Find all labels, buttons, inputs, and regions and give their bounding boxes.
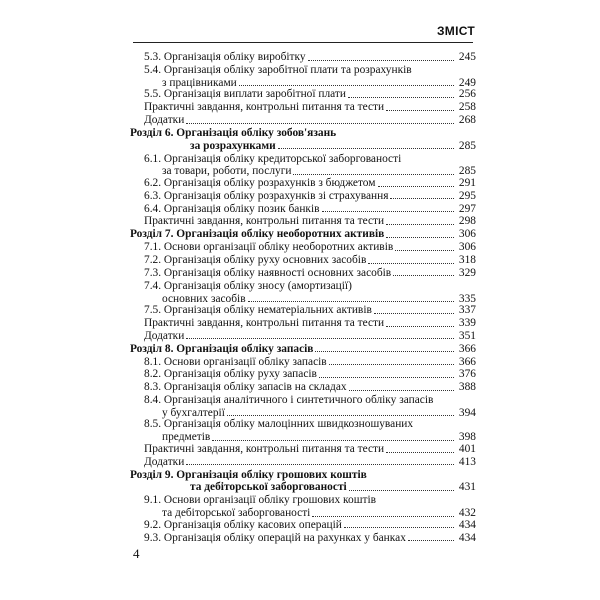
dot-leader [348,96,454,98]
toc-entry [130,382,476,394]
toc-entry [130,268,476,280]
toc-entry [130,395,476,407]
toc-entry-title: основних засобів [162,292,246,305]
toc-entry [130,520,476,532]
toc-entry-page: 285 [458,139,476,152]
toc-entry-title: 7.5. Організація обліку нематеріальних активів [144,304,372,317]
toc-entry-title: з працівниками [162,76,237,89]
toc-entry [130,65,476,77]
toc-entry-title: Розділ 6. Організація обліку зобов'язань [130,126,337,139]
toc-entry-page: 295 [458,189,476,202]
toc-entry-page: 297 [458,202,476,215]
toc-entry [130,229,476,241]
dot-leader [319,376,454,378]
dot-leader [393,274,454,276]
toc-entry-title: за розрахунками [190,139,276,152]
toc-entry-page: 335 [458,292,476,305]
toc-entry [130,495,476,507]
dot-leader [344,526,454,528]
toc-entry [130,102,476,114]
toc-entry-page: 366 [458,355,476,368]
toc-entry-page: 431 [458,481,476,494]
dot-leader [315,350,454,352]
toc-entry [130,533,476,545]
toc-entry [130,154,476,166]
dot-leader [390,197,454,199]
toc-entry-title: 8.5. Організація обліку малоцінних швидкозношуваних [144,418,414,431]
dot-leader [186,463,454,465]
toc-entry [130,305,476,317]
toc-entry [130,357,476,369]
toc-entry-page: 398 [458,431,476,444]
dot-leader [329,363,454,365]
dot-leader [248,300,454,302]
toc-entry [130,419,476,431]
toc-entry-title: 7.4. Організація обліку зносу (амортизації) [144,279,352,292]
toc-entry-page: 432 [458,507,476,520]
toc-entry-page: 258 [458,101,476,114]
toc-entry-page: 329 [458,266,476,279]
dot-leader [349,489,454,491]
header-divider [133,42,473,43]
table-of-contents [130,52,476,545]
dot-leader [386,451,454,453]
toc-entry [130,191,476,203]
dot-leader [322,210,454,212]
toc-entry [130,178,476,190]
toc-entry-title: 9.3. Організація обліку операцій на рахунках у банках [144,531,406,544]
toc-entry-title: та дебіторської заборгованості [162,507,311,520]
toc-entry [130,255,476,267]
toc-entry-page: 351 [458,329,476,342]
toc-entry-title: 8.1. Основи організації обліку запасів [144,355,327,368]
toc-entry [130,89,476,101]
toc-entry-title: предметів [162,431,211,444]
toc-entry-title: 8.3. Організація обліку запасів на складах [144,381,347,394]
toc-entry-page: 298 [458,215,476,228]
toc-entry-title: 8.4. Організація аналітичного і синтетичного обліку запасів [144,394,434,407]
dot-leader [378,185,455,187]
toc-entry [130,141,476,153]
dot-leader [227,414,454,416]
toc-entry [130,344,476,356]
dot-leader [349,389,454,391]
toc-entry-title: Розділ 8. Організація обліку запасів [130,342,314,355]
dot-leader [386,236,454,238]
toc-entry-title: Практичні завдання, контрольні питання та тести [144,215,385,228]
toc-entry-title: 6.3. Організація обліку розрахунків зі страхування [144,189,389,202]
toc-entry-title: Практичні завдання, контрольні питання та тести [144,316,385,329]
toc-entry-title: Розділ 9. Організація обліку грошових коштів [130,468,367,481]
toc-entry [130,369,476,381]
dot-leader [374,312,454,314]
toc-entry-page: 366 [458,342,476,355]
toc-entry [130,242,476,254]
toc-entry [130,128,476,140]
dot-leader [186,337,454,339]
toc-entry [130,331,476,343]
toc-entry-page: 256 [458,88,476,101]
toc-entry-page: 291 [458,176,476,189]
dot-leader [386,325,454,327]
toc-entry [130,508,476,520]
toc-entry-title: 5.3. Організація обліку виробітку [144,51,306,63]
toc-entry-page: 249 [458,76,476,89]
toc-entry-page: 401 [458,442,476,455]
toc-entry-title: Практичні завдання, контрольні питання та тести [144,442,385,455]
toc-entry [130,52,476,64]
toc-entry [130,470,476,482]
toc-entry-title: 6.2. Організація обліку розрахунків з бюджетом [144,176,376,189]
dot-leader [239,84,454,86]
toc-entry-page: 318 [458,254,476,266]
toc-entry-title: 9.2. Організація обліку касових операцій [144,518,342,531]
toc-entry-title: 5.5. Організація виплати заробітної плати [144,88,346,101]
toc-entry-title: Додатки [144,113,185,126]
toc-entry-page: 376 [458,368,476,381]
toc-entry [130,482,476,494]
dot-leader [293,173,454,175]
dot-leader [312,515,454,517]
toc-entry [130,204,476,216]
toc-entry-page: 337 [458,304,476,317]
toc-entry-title: у бухгалтерії [162,406,225,419]
toc-entry-title: 8.2. Організація обліку руху запасів [144,368,317,381]
toc-entry-page: 394 [458,406,476,419]
toc-entry-page: 306 [458,228,476,241]
toc-entry [130,216,476,228]
toc-entry-title: 6.4. Організація обліку позик банків [144,202,320,215]
toc-entry-page: 434 [458,518,476,531]
dot-leader [386,109,454,111]
dot-leader [212,439,454,441]
dot-leader [386,223,454,225]
dot-leader [368,262,454,264]
dot-leader [278,147,454,149]
toc-entry-page: 434 [458,531,476,544]
toc-entry-title: та дебіторської заборгованості [190,481,347,494]
toc-entry-page: 245 [458,51,476,63]
toc-entry-page: 285 [458,165,476,178]
toc-entry-title: Додатки [144,455,185,468]
dot-leader [408,539,454,541]
page-title: ЗМІСТ [436,24,475,38]
toc-entry-page: 306 [458,241,476,254]
toc-entry-title: 5.4. Організація обліку заробітної плати та розрахунків [144,63,412,76]
toc-entry-title: Практичні завдання, контрольні питання та тести [144,101,385,114]
toc-entry-title: 7.3. Організація обліку наявності основних засобів [144,266,392,279]
dot-leader [186,122,454,124]
toc-entry-title: 9.1. Основи організації обліку грошових коштів [144,494,376,507]
toc-entry-page: 268 [458,113,476,126]
toc-entry [130,444,476,456]
toc-entry-page: 413 [458,455,476,468]
page-number: 4 [133,546,140,561]
toc-entry-page: 339 [458,316,476,329]
toc-entry-page: 388 [458,381,476,394]
toc-entry [130,318,476,330]
toc-entry [130,457,476,469]
toc-entry-title: 7.1. Основи організації обліку необоротних активів [144,241,394,254]
dot-leader [395,249,454,251]
toc-entry [130,281,476,293]
toc-entry-title: за товари, роботи, послуги [162,165,292,178]
toc-entry-title: Розділ 7. Організація обліку необоротних активів [130,228,385,241]
toc-entry [130,115,476,127]
toc-entry-title: 7.2. Організація обліку руху основних засобів [144,254,367,266]
dot-leader [308,59,454,61]
toc-entry-title: Додатки [144,329,185,342]
toc-entry-title: 6.1. Організація обліку кредиторської заборгованості [144,152,402,165]
